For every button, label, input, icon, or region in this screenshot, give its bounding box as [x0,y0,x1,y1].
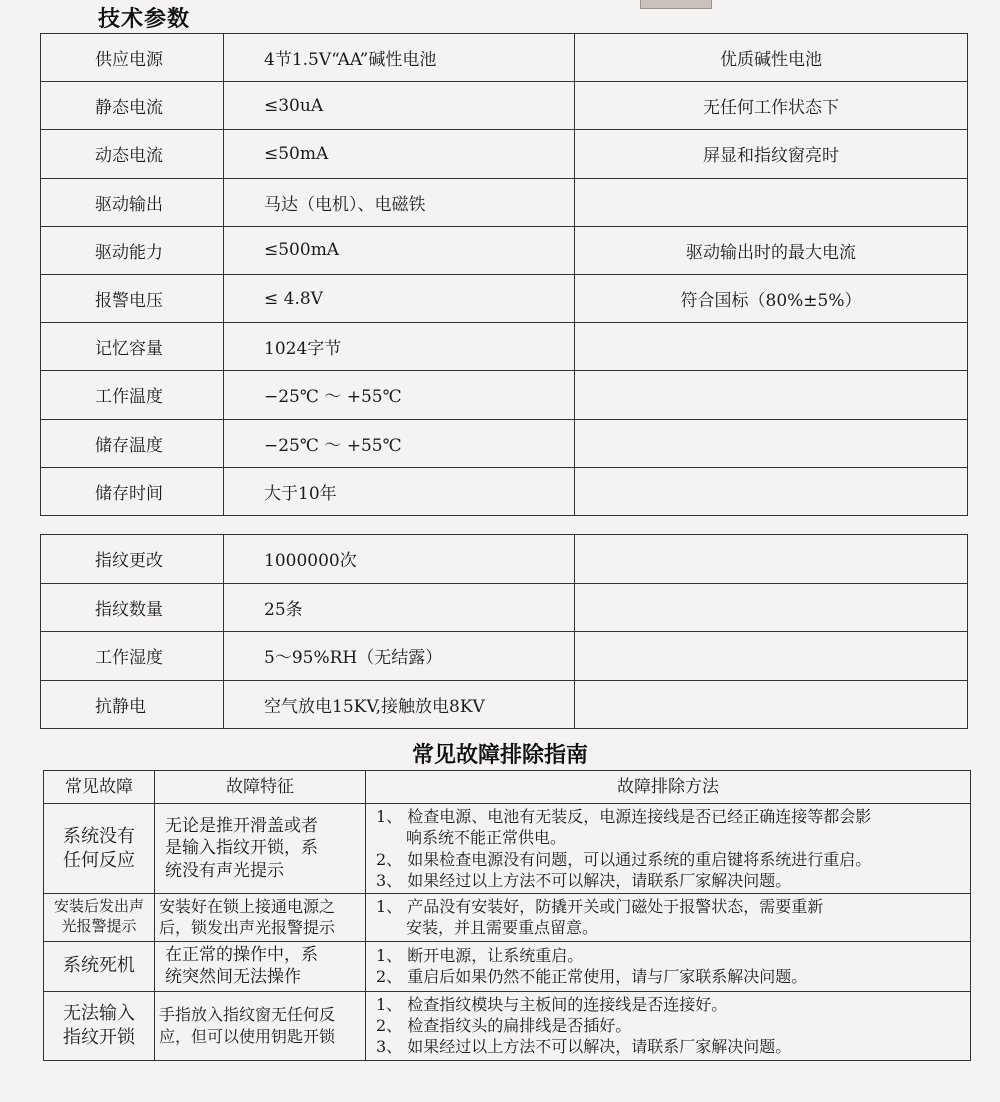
feature-text: 后，锁发出声光报警提示 [159,918,336,938]
spec-row [41,34,968,82]
fault-text: 无法输入 [63,1002,135,1024]
troubleshooting-row [44,894,971,942]
spec-value: ≤500mA [224,226,575,274]
spec-note: 无任何工作状态下 [575,82,968,130]
feature-text: 在正常的操作中，系 [165,944,318,965]
spec-row [41,632,968,681]
fault-text: 系统没有 [63,825,135,847]
page-tab-decoration [640,0,712,9]
spec-value: 1024字节 [224,323,575,371]
solution-text: 响系统不能正常供电。 [406,828,567,848]
fault-cell [44,894,155,942]
fault-text: 指纹开锁 [63,1026,135,1048]
spec-note [575,583,968,632]
spec-name: 储存温度 [41,419,224,467]
spec-row [41,274,968,322]
solution-text: 2、 如果检查电源没有问题，可以通过系统的重启键将系统进行重启。 [376,849,872,869]
spec-table-2 [40,534,968,729]
spec-row [41,323,968,371]
spec-row [41,226,968,274]
spec-note: 驱动输出时的最大电流 [575,226,968,274]
header-solution: 故障排除方法 [366,771,971,804]
spec-name: 驱动能力 [41,226,224,274]
spec-name: 供应电源 [41,34,224,82]
spec-name: 抗静电 [41,680,224,729]
header-fault: 常见故障 [44,771,155,804]
spec-value: 25条 [224,583,575,632]
spec-row [41,535,968,584]
spec-name: 指纹更改 [41,535,224,584]
feature-cell [155,804,366,894]
spec-value: 4节1.5V“AA”碱性电池 [224,34,575,82]
feature-cell [155,894,366,942]
spec-row [41,371,968,419]
troubleshooting-row [44,941,971,991]
spec-value: 空气放电15KV,接触放电8KV [224,680,575,729]
spec-note: 优质碱性电池 [575,34,968,82]
spec-value: ≤50mA [224,130,575,178]
spec-name: 记忆容量 [41,323,224,371]
spec-note [575,680,968,729]
spec-value: −25℃ ～ +55℃ [224,371,575,419]
spec-name: 驱动输出 [41,178,224,226]
solution-cell [366,941,971,991]
fault-text: 安装后发出声 [53,897,144,916]
solution-text: 1、 产品没有安装好，防撬开关或门磁处于报警状态，需要重新 [376,897,824,917]
feature-text: 是输入指纹开锁，系 [165,838,318,859]
spec-name: 工作温度 [41,371,224,419]
spec-name: 静态电流 [41,82,224,130]
solution-text: 1、 检查电源、电池有无装反，电源连接线是否已经正确连接等都会影 [376,807,872,826]
spec-note: 屏显和指纹窗亮时 [575,130,968,178]
spec-table [40,33,968,516]
spec-section-title: 技术参数 [98,7,191,32]
fault-cell [44,991,155,1060]
solution-cell [366,804,971,894]
spec-value: 大于10年 [224,467,575,515]
feature-text: 安装好在锁上接通电源之 [159,897,336,917]
spec-value: 马达（电机）、电磁铁 [224,178,575,226]
spec-note [575,535,968,584]
spec-row [41,178,968,226]
solution-text: 3、 如果经过以上方法不可以解决，请联系厂家解决问题。 [376,870,792,890]
spec-note [575,178,968,226]
spec-note [575,371,968,419]
spec-name: 储存时间 [41,467,224,515]
spec-name: 工作湿度 [41,632,224,681]
troubleshooting-row [44,991,971,1060]
fault-text: 任何反应 [63,849,135,871]
spec-note [575,467,968,515]
solution-cell [366,991,971,1060]
spec-row [41,680,968,729]
fault-cell [44,804,155,894]
solution-text: 2、 重启后如果仍然不能正常使用，请与厂家联系解决问题。 [376,967,808,987]
spec-value: ≤ 4.8V [224,274,575,322]
fault-text: 光报警提示 [61,917,137,936]
solution-text: 安装，并且需要重点留意。 [406,918,599,938]
feature-cell [155,941,366,991]
spec-value: 5～95%RH（无结露） [224,632,575,681]
feature-text: 无论是推开滑盖或者 [165,815,318,836]
spec-name: 报警电压 [41,274,224,322]
spec-value: −25℃ ～ +55℃ [224,419,575,467]
spec-note: 符合国标（80%±5%） [575,274,968,322]
feature-text: 应，但可以使用钥匙开锁 [159,1026,336,1046]
feature-text: 统没有声光提示 [165,860,284,881]
troubleshooting-table [43,770,971,1061]
spec-value: ≤30uA [224,82,575,130]
feature-cell [155,991,366,1060]
solution-text: 2、 检查指纹头的扁排线是否插好。 [376,1016,632,1036]
solution-text: 1、 检查指纹模块与主板间的连接线是否连接好。 [376,994,728,1014]
spec-name: 指纹数量 [41,583,224,632]
fault-text: 系统死机 [63,955,135,977]
spec-note [575,419,968,467]
troubleshooting-header-row [44,771,971,804]
spec-note [575,632,968,681]
troubleshooting-title: 常见故障排除指南 [411,743,588,768]
spec-row [41,467,968,515]
feature-text: 统突然间无法操作 [165,967,301,988]
spec-row [41,419,968,467]
spec-name: 动态电流 [41,130,224,178]
spec-row [41,82,968,130]
spec-row [41,583,968,632]
troubleshooting-row [44,804,971,894]
spec-row [41,130,968,178]
spec-value: 1000000次 [224,535,575,584]
fault-cell [44,941,155,991]
solution-cell [366,894,971,942]
feature-text: 手指放入指纹窗无任何反 [159,1005,336,1025]
solution-text: 1、 断开电源，让系统重启。 [376,945,584,965]
header-feature: 故障特征 [155,771,366,804]
solution-text: 3、 如果经过以上方法不可以解决，请联系厂家解决问题。 [376,1037,792,1057]
spec-note [575,323,968,371]
